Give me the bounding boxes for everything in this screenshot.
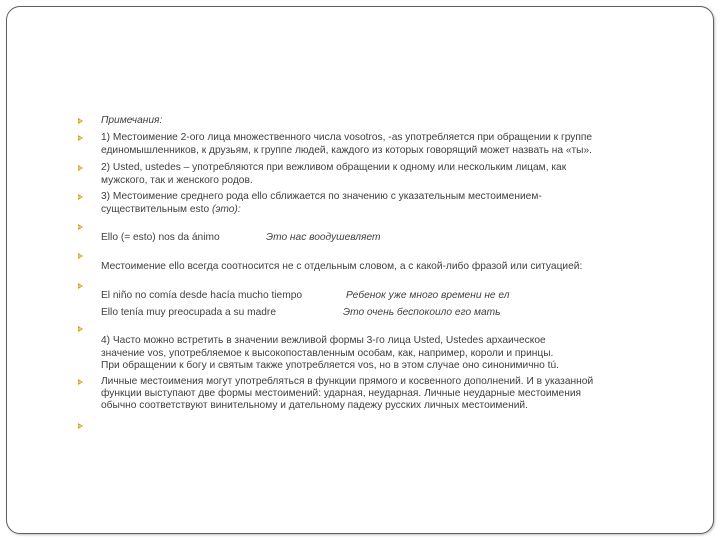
note-5-line-3: обычно соответствуют винительному и дательному падежу русских личных местоимений. <box>101 400 528 411</box>
bullet-icon <box>78 118 83 124</box>
note-3-line-2 <box>101 204 241 216</box>
example-2-russian: Ребенок уже много времени не ел <box>346 290 510 301</box>
notes-heading: Примечания: <box>101 115 163 126</box>
example-1-spanish: Ello (= esto) nos da ánimo <box>101 232 220 243</box>
note-4-line-1: 4) Часто можно встретить в значении вежливой формы 3-го лица Usted, Ustedes архаическое <box>101 335 546 346</box>
example-3-russian: Это очень беспокоило его мать <box>343 307 501 318</box>
note-4-line-3: При обращении к богу и святым также употребляется vos, но в этом случае оно синонимично tú. <box>101 360 560 371</box>
note-1-line-1: 1) Местоимение 2-ого лица множественного числа vosotros, -as употребляется при обращении к группе <box>101 132 593 143</box>
note-3-line-1: 3) Местоимение среднего рода ello сближается по значению с указательным местоимением- <box>101 191 542 202</box>
example-3-spanish: Ello tenía muy preocupada a su madre <box>101 307 276 318</box>
note-5-line-1: Личные местоимения могут употребляться в функции прямого и косвенного дополнений. И в указанной <box>101 376 594 387</box>
note-3-translation: (это): <box>211 204 241 215</box>
note-2-line-1: 2) Usted, ustedes – употребляются при вежливом обращении к одному или нескольким лицам, как <box>101 162 567 173</box>
bullet-icon <box>78 253 83 259</box>
bullet-icon <box>78 135 83 141</box>
note-5-line-2: функции выступают две формы местоимений: ударная, неударная. Личные неударные местоимения <box>101 388 582 399</box>
note-4-line-2: значение vos, употребляемое к высокопоставленным особам, как, например, короли и принцы. <box>101 348 554 359</box>
bullet-icon <box>78 283 83 289</box>
bullet-icon <box>78 326 83 332</box>
example-2-spanish: El niño no comía desde hacía mucho tiempo <box>101 290 303 301</box>
ello-note: Местоимение ello всегда соотносится не с отдельным словом, а с какой-либо фразой или ситуацией: <box>101 261 583 272</box>
bullet-icon <box>78 194 83 200</box>
note-2-line-2: мужского, так и женского родов. <box>101 175 253 186</box>
note-3-text: существительным esto <box>101 204 212 215</box>
bullet-icon <box>78 224 83 230</box>
bullet-icon <box>78 379 83 385</box>
bullet-icon <box>78 423 83 429</box>
example-1-russian: Это нас воодушевляет <box>266 232 381 243</box>
bullet-icon <box>78 165 83 171</box>
note-1-line-2: единомышленников, к друзьям, к группе людей, каждого из которых говорящий может назвать на «ты». <box>101 145 593 156</box>
